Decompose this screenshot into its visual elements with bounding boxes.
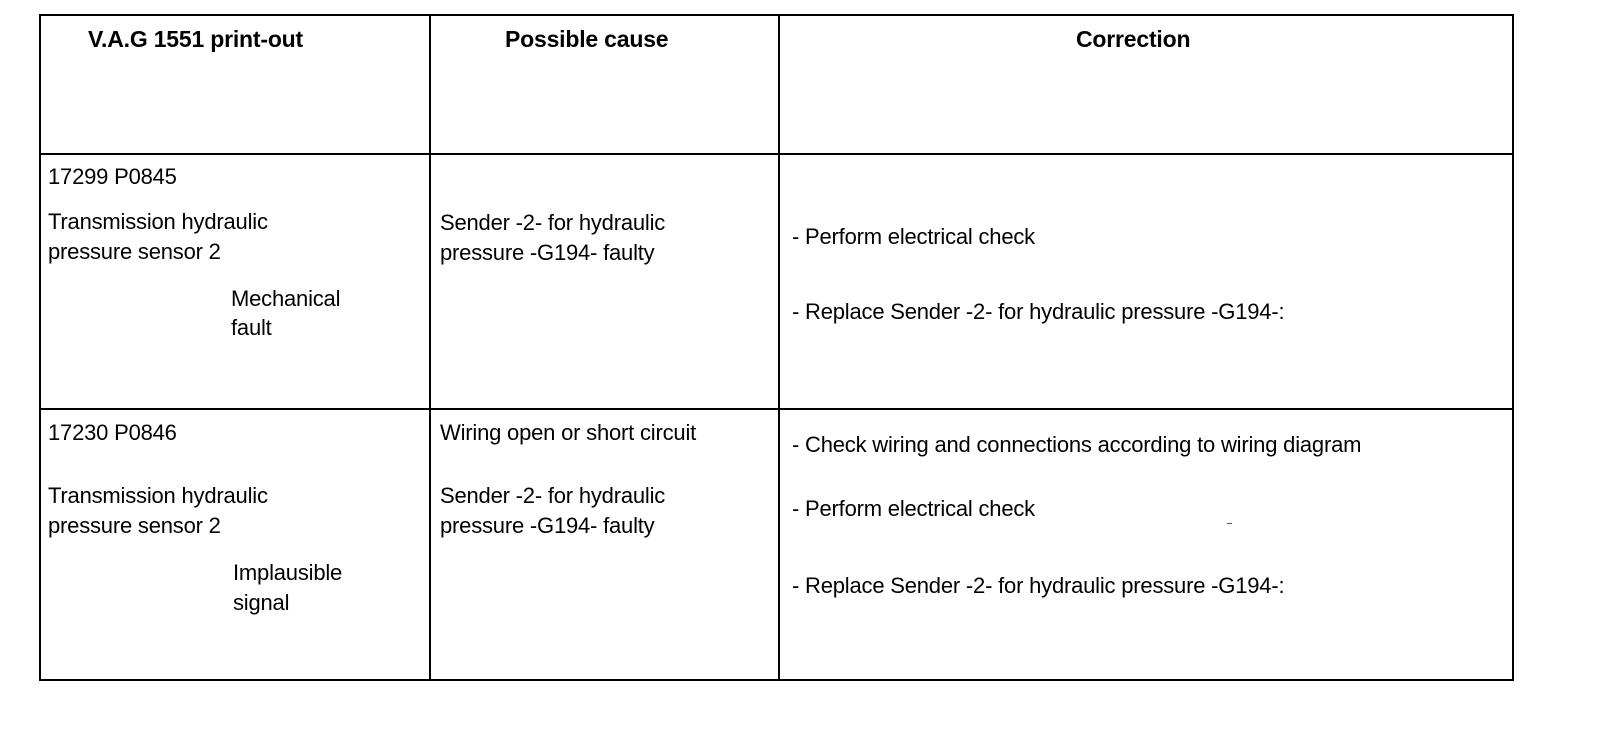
correction-step: - Check wiring and connections according to wiring diagram xyxy=(792,432,1362,457)
correction-step: - Replace Sender -2- for hydraulic pressure -G194-: xyxy=(792,573,1285,598)
row-divider xyxy=(41,408,1512,410)
fault-type: fault xyxy=(231,315,272,340)
header-correction: Correction xyxy=(1076,26,1191,52)
fault-code: 17299 P0845 xyxy=(48,164,177,189)
fault-description: pressure sensor 2 xyxy=(48,513,221,538)
possible-cause: Sender -2- for hydraulic xyxy=(440,483,666,508)
fault-type: Implausible xyxy=(233,560,343,585)
header-printout: V.A.G 1551 print-out xyxy=(88,26,303,52)
correction-step: - Perform electrical check xyxy=(792,496,1035,521)
fault-type: signal xyxy=(233,590,290,615)
column-divider xyxy=(429,16,431,679)
stray-mark xyxy=(1227,523,1232,524)
fault-code: 17230 P0846 xyxy=(48,420,177,445)
correction-step: - Perform electrical check xyxy=(792,224,1035,249)
header-possible-cause: Possible cause xyxy=(505,26,669,52)
correction-step: - Replace Sender -2- for hydraulic pressure -G194-: xyxy=(792,299,1285,324)
fault-type: Mechanical xyxy=(231,286,341,311)
possible-cause: Sender -2- for hydraulic xyxy=(440,210,666,235)
fault-description: Transmission hydraulic xyxy=(48,209,268,234)
fault-description: Transmission hydraulic xyxy=(48,483,268,508)
possible-cause: pressure -G194- faulty xyxy=(440,240,655,265)
column-divider xyxy=(778,16,780,679)
possible-cause: pressure -G194- faulty xyxy=(440,513,655,538)
possible-cause: Wiring open or short circuit xyxy=(440,420,697,445)
fault-description: pressure sensor 2 xyxy=(48,239,221,264)
row-divider xyxy=(41,153,1512,155)
